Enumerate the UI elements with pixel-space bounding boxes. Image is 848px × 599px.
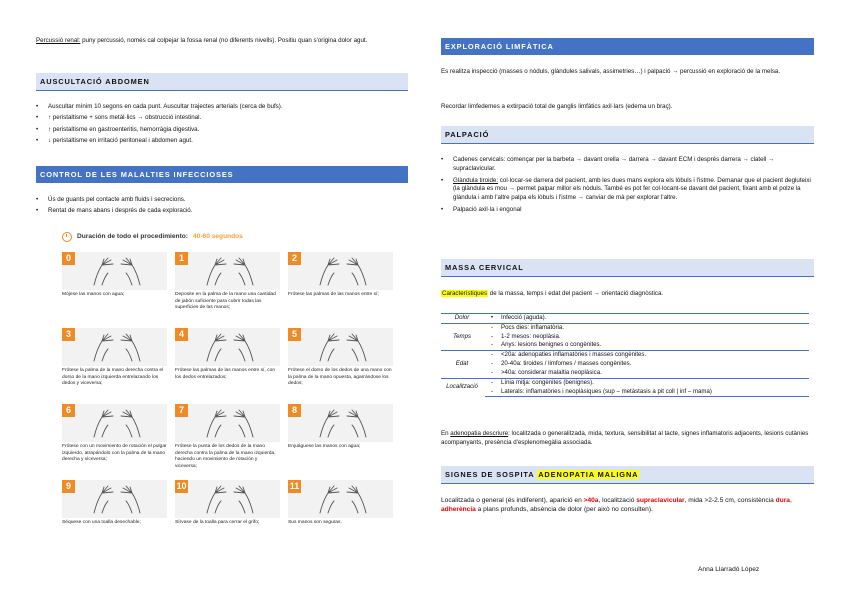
handwash-step-illustration <box>288 480 393 518</box>
bullet: - <box>485 341 499 350</box>
massa-intro-text: de la massa, temps i edat del pacient → orientació diagnòstica. <box>488 290 664 297</box>
limfatica-title: EXPLORACIÓ LIMFÀTICA <box>445 42 554 51</box>
row-text: Infecció (aguda). <box>499 314 809 324</box>
bullet: - <box>485 351 499 360</box>
auscultacio-item <box>36 126 408 135</box>
table-row <box>441 360 809 369</box>
adenopatia-pre: En <box>441 430 451 437</box>
handwash-step-illustration <box>175 404 280 442</box>
percussio-renal-paragraph <box>36 37 408 46</box>
handwash-step <box>175 404 280 476</box>
step-number: 1 <box>175 252 188 265</box>
row-text: <20a: adenopaties inflamatòries i masses congènites. <box>499 351 809 360</box>
control-item <box>36 207 408 216</box>
auscultacio-item-text: ↑ peristaltisme en gastroenteritis, hemorràgia digestiva. <box>48 125 200 133</box>
control-item-text: Ús de guants pel contacte amb fluids i secrecions. <box>48 196 186 203</box>
step-number: 4 <box>175 328 188 341</box>
clock-icon <box>62 232 72 242</box>
signes-red-age: >40a <box>583 497 599 504</box>
limfatica-header <box>441 38 814 55</box>
handwash-step <box>62 404 167 476</box>
bullet: - <box>485 369 499 378</box>
signes-text: , localització <box>598 497 637 504</box>
handwash-step-illustration <box>62 252 167 290</box>
palpacio-title: PALPACIÓ <box>445 130 490 139</box>
bullet: - <box>490 332 494 340</box>
palpacio-item-tiroide <box>441 177 814 203</box>
hands-icon <box>88 255 146 287</box>
step-caption: Frótese la punta de los dedos de la mano derecha contra la palma de la mano izquierda, haciendo un movimiento de rotación y viceversa; <box>175 444 276 469</box>
signes-red-hard: dura <box>775 497 790 504</box>
control-header <box>36 166 408 183</box>
bullet: • <box>36 125 39 133</box>
caracteristiques-highlight: Característiques <box>442 290 488 297</box>
step-number: 11 <box>289 481 300 491</box>
bullet: • <box>485 314 499 324</box>
row-text: Pocs dies: inflamatòria. <box>499 323 809 332</box>
step-number: 9 <box>62 480 75 493</box>
palpacio-item-text: col·locar-se darrera del pacient, amb les dues mans explora els lòbuls i l'istme. Demanar que el pacient degluteixi (la glàndula es mou → permet palpar millor els nòduls. També es pot fer col·locant-se davant del pacient, fixant amb el polze la glàndula i amb l'altre palpa els lòbuls i l'istme → canviar de mà per explorar l'altre. <box>453 176 811 202</box>
auscultacio-item-text: ↓ peristaltisme en irritació peritoneal i abdomen agut. <box>48 136 193 144</box>
bullet: - <box>485 378 499 387</box>
handwash-step <box>62 252 167 324</box>
percussio-renal-text: puny percussió, només cal colpejar la fossa renal (no diferents nivells). Positiu quan s'origina dolor agut. <box>80 37 368 44</box>
bullet: • <box>441 156 444 163</box>
step-caption: Frótese las palmas de las manos entre sí, con los dedos entrelazados; <box>175 368 276 380</box>
row-label: Localització <box>441 378 485 397</box>
author: Anna Llarradó López <box>698 566 760 573</box>
bullet: • <box>441 205 444 213</box>
row-text: Anys: lesions benignes o congènites. <box>499 341 809 350</box>
handwash-step-illustration <box>175 480 280 518</box>
step-caption: Frótese las palmas de las manos entre sí; <box>288 292 379 297</box>
tiroide-term: Glàndula tiroide: <box>453 176 499 184</box>
hands-icon <box>314 407 372 439</box>
bullet: • <box>36 207 39 215</box>
table-row <box>441 351 809 360</box>
auscultacio-item <box>36 114 408 123</box>
control-item-text: Rentat de mans abans i després de cada exploració. <box>48 207 193 215</box>
auscultacio-item <box>36 137 408 146</box>
handwash-step-illustration <box>288 404 393 442</box>
step-caption: Séquese con una toalla desechable; <box>62 520 141 525</box>
step-number: 2 <box>288 252 301 265</box>
step-number: 7 <box>175 404 188 417</box>
signes-text: a plans profunds, absència de dolor (per això no consulten). <box>475 506 653 514</box>
handwash-step-illustration <box>288 252 393 290</box>
hands-icon <box>314 331 372 363</box>
palpacio-item-axilla <box>441 206 814 215</box>
hands-icon <box>201 407 259 439</box>
hands-icon <box>314 255 372 287</box>
signes-text: , mida >2-2.5 cm, consistència <box>684 497 776 504</box>
step-caption: Frótese el dorso de los dedos de una mano con la palma de la mano opuesta, agarrándose los dedos; <box>288 368 392 387</box>
step-number: 5 <box>288 328 301 341</box>
bullet: • <box>36 136 39 144</box>
handwash-step <box>288 404 393 476</box>
palpacio-item-cervicals <box>441 156 814 174</box>
percussio-renal-term: Percussió renal: <box>36 37 81 44</box>
bullet: - <box>490 360 494 368</box>
bullet: - <box>485 323 499 332</box>
bullet: • <box>36 196 39 203</box>
palpacio-item-text: Cadenes cervicals: començar per la barbeta → davant orella → darrera → davant ECM i després darrera → clatell → supraclavicular. <box>453 156 775 172</box>
limfatica-p1: Es realitza inspecció (masses o nòduls, glàndules salivals, assimetries…) i palpació → percussió en exploració de la melsa. <box>441 68 781 75</box>
handwash-step <box>288 328 393 400</box>
handwash-step <box>288 480 393 552</box>
signes-paragraph <box>441 496 814 515</box>
palpacio-list <box>441 156 814 215</box>
bullet: • <box>36 103 39 110</box>
adenopatia-text: : localitzada o generalitzada, mida, textura, sensibilitat al tacte, signes inflamatoris adjacents, lesions cutànies acompanyants, presència d'esplenomegàlia associada. <box>441 430 809 446</box>
step-number: 8 <box>288 404 301 417</box>
handwash-title <box>62 232 393 242</box>
adenopatia-term: adenopatia descriure <box>450 430 509 437</box>
table-row <box>441 314 809 324</box>
step-number: 10 <box>176 481 187 491</box>
hands-icon <box>201 483 259 515</box>
handwash-title-time: 40-60 segundos <box>193 233 243 241</box>
adenopatia-paragraph <box>441 430 814 448</box>
auscultacio-list <box>36 103 408 146</box>
handwash-step-illustration <box>62 404 167 442</box>
row-label: Edat <box>441 351 485 378</box>
row-label: Temps <box>441 323 485 350</box>
table-row <box>441 333 809 342</box>
auscultacio-item-text: Auscultar mínim 10 segons en cada punt. Auscultar trajectes arterials (cerca de bufs). <box>48 103 283 110</box>
bullet: • <box>441 176 444 184</box>
table-row <box>441 341 809 350</box>
hands-icon <box>88 331 146 363</box>
auscultacio-title: AUSCULTACIÓ ABDOMEN <box>40 77 150 86</box>
hands-icon <box>88 483 146 515</box>
handwash-step-illustration <box>175 328 280 366</box>
step-caption: Enjuáguese las manos con agua; <box>288 444 361 449</box>
step-caption: Frótese la palma de la mano derecha contra el dorso de la mano izquierda entrelazando los dedos y viceversa; <box>62 368 164 387</box>
table-row <box>441 388 809 397</box>
handwash-step-illustration <box>62 328 167 366</box>
signes-red-adherence: adherència <box>441 506 476 514</box>
hands-icon <box>314 483 372 515</box>
step-caption: Sus manos son seguras. <box>288 520 342 525</box>
handwash-step-illustration <box>288 328 393 366</box>
auscultacio-item <box>36 103 408 112</box>
step-caption: Sírvase de la toalla para cerrar el grifo; <box>175 520 260 525</box>
handwash-steps-grid <box>62 252 393 552</box>
signes-text: , <box>789 497 792 504</box>
step-number: 3 <box>62 328 75 341</box>
row-text: Laterals: inflamatòries i neoplàsiques (sup – metàstasis a pit coll | inf – mama) <box>499 388 809 397</box>
row-label: Dolor <box>441 314 485 324</box>
handwash-step <box>175 252 280 324</box>
row-text: 20-40a: tiroides / limfomes / masses congènites. <box>501 360 632 368</box>
handwash-title-main: Duración de todo el procedimiento: <box>77 233 189 241</box>
table-row <box>441 323 809 332</box>
massa-intro <box>441 290 814 299</box>
step-caption: Deposite en la palma de la mano una cantidad de jabón suficiente para cubrir todas las superficies de las manos; <box>175 292 276 311</box>
massa-header <box>441 259 814 277</box>
control-list <box>36 196 408 216</box>
palpacio-header <box>441 126 814 144</box>
palpacio-item-text: Palpació axil·la i engonal <box>453 205 522 213</box>
signes-title-pre: SIGNES DE SOSPITA <box>445 470 538 479</box>
step-caption: Mójese las manos con agua; <box>62 292 125 297</box>
step-number: 0 <box>62 252 75 265</box>
handwash-step <box>62 328 167 400</box>
row-text: 1-2 mesos: neoplàsia. <box>501 332 561 340</box>
table-row <box>441 378 809 387</box>
handwash-step <box>175 328 280 400</box>
table-row <box>441 369 809 378</box>
massa-title: MASSA CERVICAL <box>445 263 524 272</box>
step-number: 6 <box>62 404 75 417</box>
step-caption: Frótese con un movimiento de rotación el pulgar izquierdo, atrapándolo con la palma de la mano derecha y viceversa; <box>62 444 167 463</box>
row-text: Línia mitja: congènites (benignes). <box>499 378 809 387</box>
control-title: CONTROL DE LES MALALTIES INFECCIOSES <box>40 170 234 179</box>
massa-table <box>441 313 809 397</box>
handwash-step <box>175 480 280 552</box>
limfatica-p2: Recordar limfedemes a extirpació total de ganglis limfàtics axil·lars (edema un braç). <box>441 103 673 110</box>
handwash-step <box>62 480 167 552</box>
signes-text: Localitzada o general (és indiferent), aparició en <box>441 497 584 504</box>
handwash-poster <box>62 232 393 552</box>
signes-header <box>441 466 814 484</box>
handwash-step-illustration <box>62 480 167 518</box>
auscultacio-header <box>36 73 408 91</box>
auscultacio-item-text: ↑ peristaltisme + sons metàl·lics → obstrucció intestinal. <box>48 114 202 122</box>
hands-icon <box>201 331 259 363</box>
row-text: >40a: considerar malaltia neoplàsica. <box>499 369 809 378</box>
bullet: - <box>485 388 499 397</box>
control-item <box>36 196 408 205</box>
signes-title-highlight: ADENOPATIA MALIGNA <box>538 470 639 479</box>
hands-icon <box>88 407 146 439</box>
handwash-step <box>288 252 393 324</box>
hands-icon <box>201 255 259 287</box>
signes-red-location: supraclavicular <box>636 497 685 504</box>
handwash-step-illustration <box>175 252 280 290</box>
bullet: • <box>36 114 39 122</box>
